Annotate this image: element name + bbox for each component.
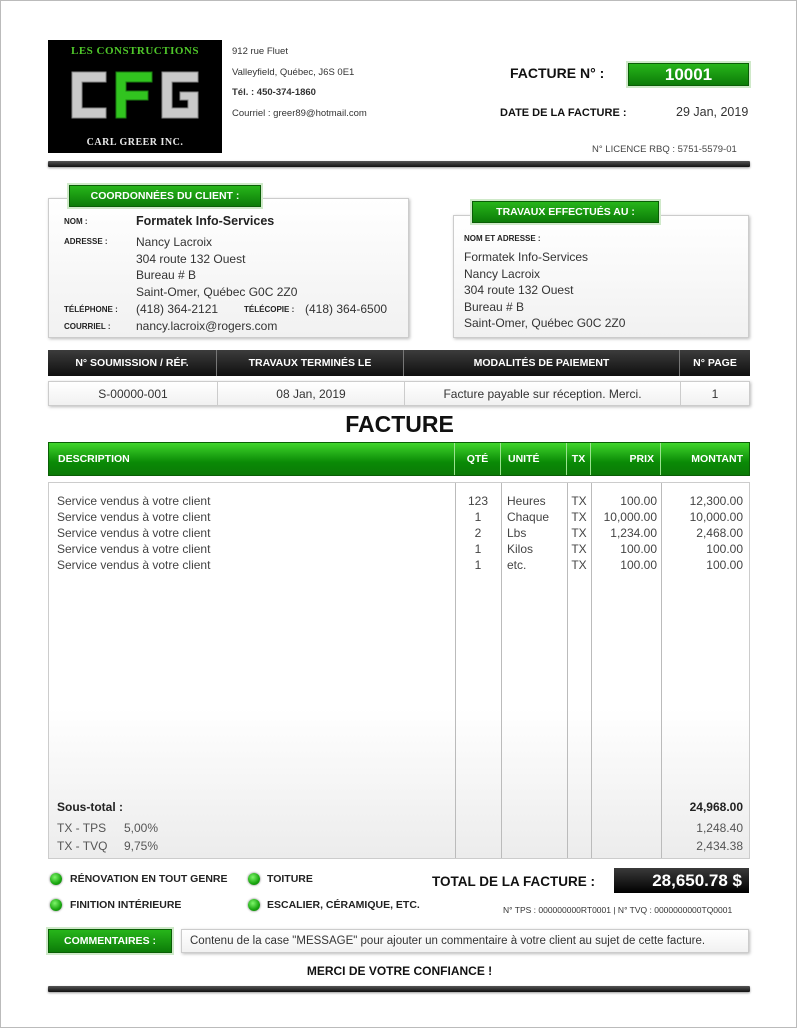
tps-row [49, 820, 749, 836]
item-unit: Chaque [507, 510, 550, 524]
table-row [49, 525, 749, 541]
item-price: 10,000.00 [603, 510, 657, 524]
green-bullet-icon [50, 899, 62, 911]
subtotal-value: 24,968.00 [689, 800, 743, 814]
rbq-license: N° LICENCE RBQ : 5751-5579-01 [592, 144, 737, 155]
item-description: Service vendus à votre client [57, 542, 211, 556]
item-unit: Kilos [507, 542, 534, 556]
work-site-line: Bureau # B [464, 299, 525, 314]
ref-table-row [48, 381, 750, 406]
ref-value-cell: Facture payable sur réception. Merci. [405, 382, 681, 406]
item-price: 100.00 [620, 494, 657, 508]
item-tx: TX [571, 510, 587, 524]
item-tx: TX [571, 542, 587, 556]
invoice-number-label: FACTURE N° : [510, 65, 605, 81]
subtotal-label: Sous-total : [57, 800, 123, 814]
service-item: TOITURE [267, 873, 313, 885]
tvq-rate: 9,75% [124, 839, 159, 853]
table-row [49, 557, 749, 573]
thanks-message: MERCI DE VOTRE CONFIANCE ! [306, 964, 493, 978]
item-amount: 12,300.00 [689, 494, 743, 508]
item-amount: 100.00 [706, 558, 743, 572]
logo-top-text: LES CONSTRUCTIONS [70, 45, 199, 57]
item-qty: 2 [474, 526, 482, 540]
item-unit: Heures [507, 494, 546, 508]
work-site-tag: TRAVAUX EFFECTUÉS AU : [472, 201, 659, 223]
client-name: Formatek Info-Services [136, 214, 275, 228]
table-row [49, 509, 749, 525]
logo-bottom-text: CARL GREER INC. [86, 137, 184, 148]
ref-value-cell: 08 Jan, 2019 [218, 382, 405, 406]
green-bullet-icon [248, 873, 260, 885]
bottom-divider [48, 986, 750, 992]
table-row [49, 541, 749, 557]
item-description: Service vendus à votre client [57, 558, 211, 572]
client-address-line: Saint-Omer, Québec G0C 2Z0 [136, 284, 298, 299]
item-unit: etc. [507, 558, 527, 572]
service-item: FINITION INTÉRIEURE [70, 899, 182, 911]
tvq-value: 2,434.38 [696, 839, 743, 853]
page-title: FACTURE [345, 411, 454, 437]
work-site-address [464, 249, 625, 332]
client-fax-label: TÉLÉCOPIE : [244, 305, 295, 314]
tax-numbers: N° TPS : 000000000RT0001 | N° TVQ : 0000000000TQ0001 [503, 905, 733, 915]
work-site-line: Saint-Omer, Québec G0C 2Z0 [464, 316, 626, 331]
item-unit: Lbs [507, 526, 527, 540]
ref-table-header [48, 350, 750, 376]
tps-rate: 5,00% [124, 821, 159, 835]
item-description: Service vendus à votre client [57, 510, 211, 524]
work-site-line: Nancy Lacroix [464, 266, 541, 281]
items-header-unit: UNITÉ [501, 443, 567, 475]
item-qty: 1 [474, 542, 482, 556]
item-price: 1,234.00 [610, 526, 657, 540]
company-address-line2: Valleyfield, Québec, J6S 0E1 [232, 66, 355, 78]
client-address-line: Bureau # B [136, 268, 197, 282]
client-address [136, 234, 297, 300]
items-header-description: DESCRIPTION [49, 443, 455, 475]
work-site-line: 304 route 132 Ouest [464, 283, 574, 298]
logo-mark-graphic [68, 66, 202, 124]
item-qty: 1 [474, 510, 482, 524]
items-header-tx: TX [567, 443, 591, 475]
total-value: 28,650.78 $ [614, 868, 749, 893]
tvq-row [49, 838, 749, 854]
subtotal-row [49, 799, 749, 815]
ref-header-cell: MODALITÉS DE PAIEMENT [404, 350, 680, 376]
tps-label: TX - TPS [57, 821, 107, 835]
ref-value-cell: 1 [711, 387, 719, 401]
tvq-label: TX - TVQ [57, 839, 108, 853]
top-divider [48, 161, 750, 167]
invoice-date-label: DATE DE LA FACTURE : [500, 107, 627, 119]
client-address-line: 304 route 132 Ouest [136, 251, 246, 266]
client-address-label: ADRESSE : [64, 237, 108, 246]
client-name-label: NOM : [64, 217, 88, 226]
tps-value: 1,248.40 [696, 821, 743, 835]
company-phone: Tél. : 450-374-1860 [232, 87, 316, 98]
items-table-body [48, 482, 750, 859]
item-qty: 1 [474, 558, 482, 572]
item-price: 100.00 [620, 542, 657, 556]
green-bullet-icon [248, 899, 260, 911]
ref-header-cell: TRAVAUX TERMINÉS LE [217, 350, 404, 376]
item-tx: TX [571, 494, 587, 508]
items-table-header [48, 442, 750, 476]
total-label: TOTAL DE LA FACTURE : [432, 874, 595, 889]
client-email: nancy.lacroix@rogers.com [136, 319, 278, 333]
ref-header-cell: N° PAGE [693, 357, 737, 369]
table-row [49, 493, 749, 509]
invoice-date: 29 Jan, 2019 [676, 105, 749, 119]
work-site-line: Formatek Info-Services [464, 250, 589, 264]
client-phone-label: TÉLÉPHONE : [64, 305, 118, 314]
item-description: Service vendus à votre client [57, 526, 211, 540]
item-tx: TX [571, 526, 587, 540]
item-amount: 100.00 [706, 542, 743, 556]
item-tx: TX [571, 558, 587, 572]
items-header-price: PRIX [591, 443, 661, 475]
client-address-line: Nancy Lacroix [136, 235, 213, 249]
item-amount: 2,468.00 [696, 526, 743, 540]
client-email-label: COURRIEL : [64, 322, 111, 331]
item-qty: 123 [467, 494, 489, 508]
item-amount: 10,000.00 [689, 510, 743, 524]
green-bullet-icon [50, 873, 62, 885]
client-phone: (418) 364-2121 [136, 302, 219, 316]
ref-header-cell: N° SOUMISSION / RÉF. [48, 350, 217, 376]
items-header-qty: QTÉ [455, 443, 501, 475]
work-site-label: NOM ET ADRESSE : [464, 234, 541, 243]
service-item: ESCALIER, CÉRAMIQUE, ETC. [267, 899, 420, 911]
ref-value-cell: S-00000-001 [49, 382, 218, 406]
company-email: Courriel : greer89@hotmail.com [232, 107, 367, 119]
client-tag: COORDONNÉES DU CLIENT : [69, 185, 261, 207]
item-price: 100.00 [620, 558, 657, 572]
company-logo [48, 40, 222, 153]
company-address-line1: 912 rue Fluet [232, 46, 288, 57]
item-description: Service vendus à votre client [57, 494, 211, 508]
comments-tag: COMMENTAIRES : [48, 929, 172, 953]
invoice-number: 10001 [628, 63, 749, 86]
company-address [232, 42, 367, 124]
items-header-amount: MONTANT [691, 453, 743, 465]
comments-box: Contenu de la case "MESSAGE" pour ajouter un commentaire à votre client au sujet de cette facture. [181, 929, 749, 953]
client-fax: (418) 364-6500 [305, 302, 388, 316]
service-item: RÉNOVATION EN TOUT GENRE [70, 873, 228, 885]
